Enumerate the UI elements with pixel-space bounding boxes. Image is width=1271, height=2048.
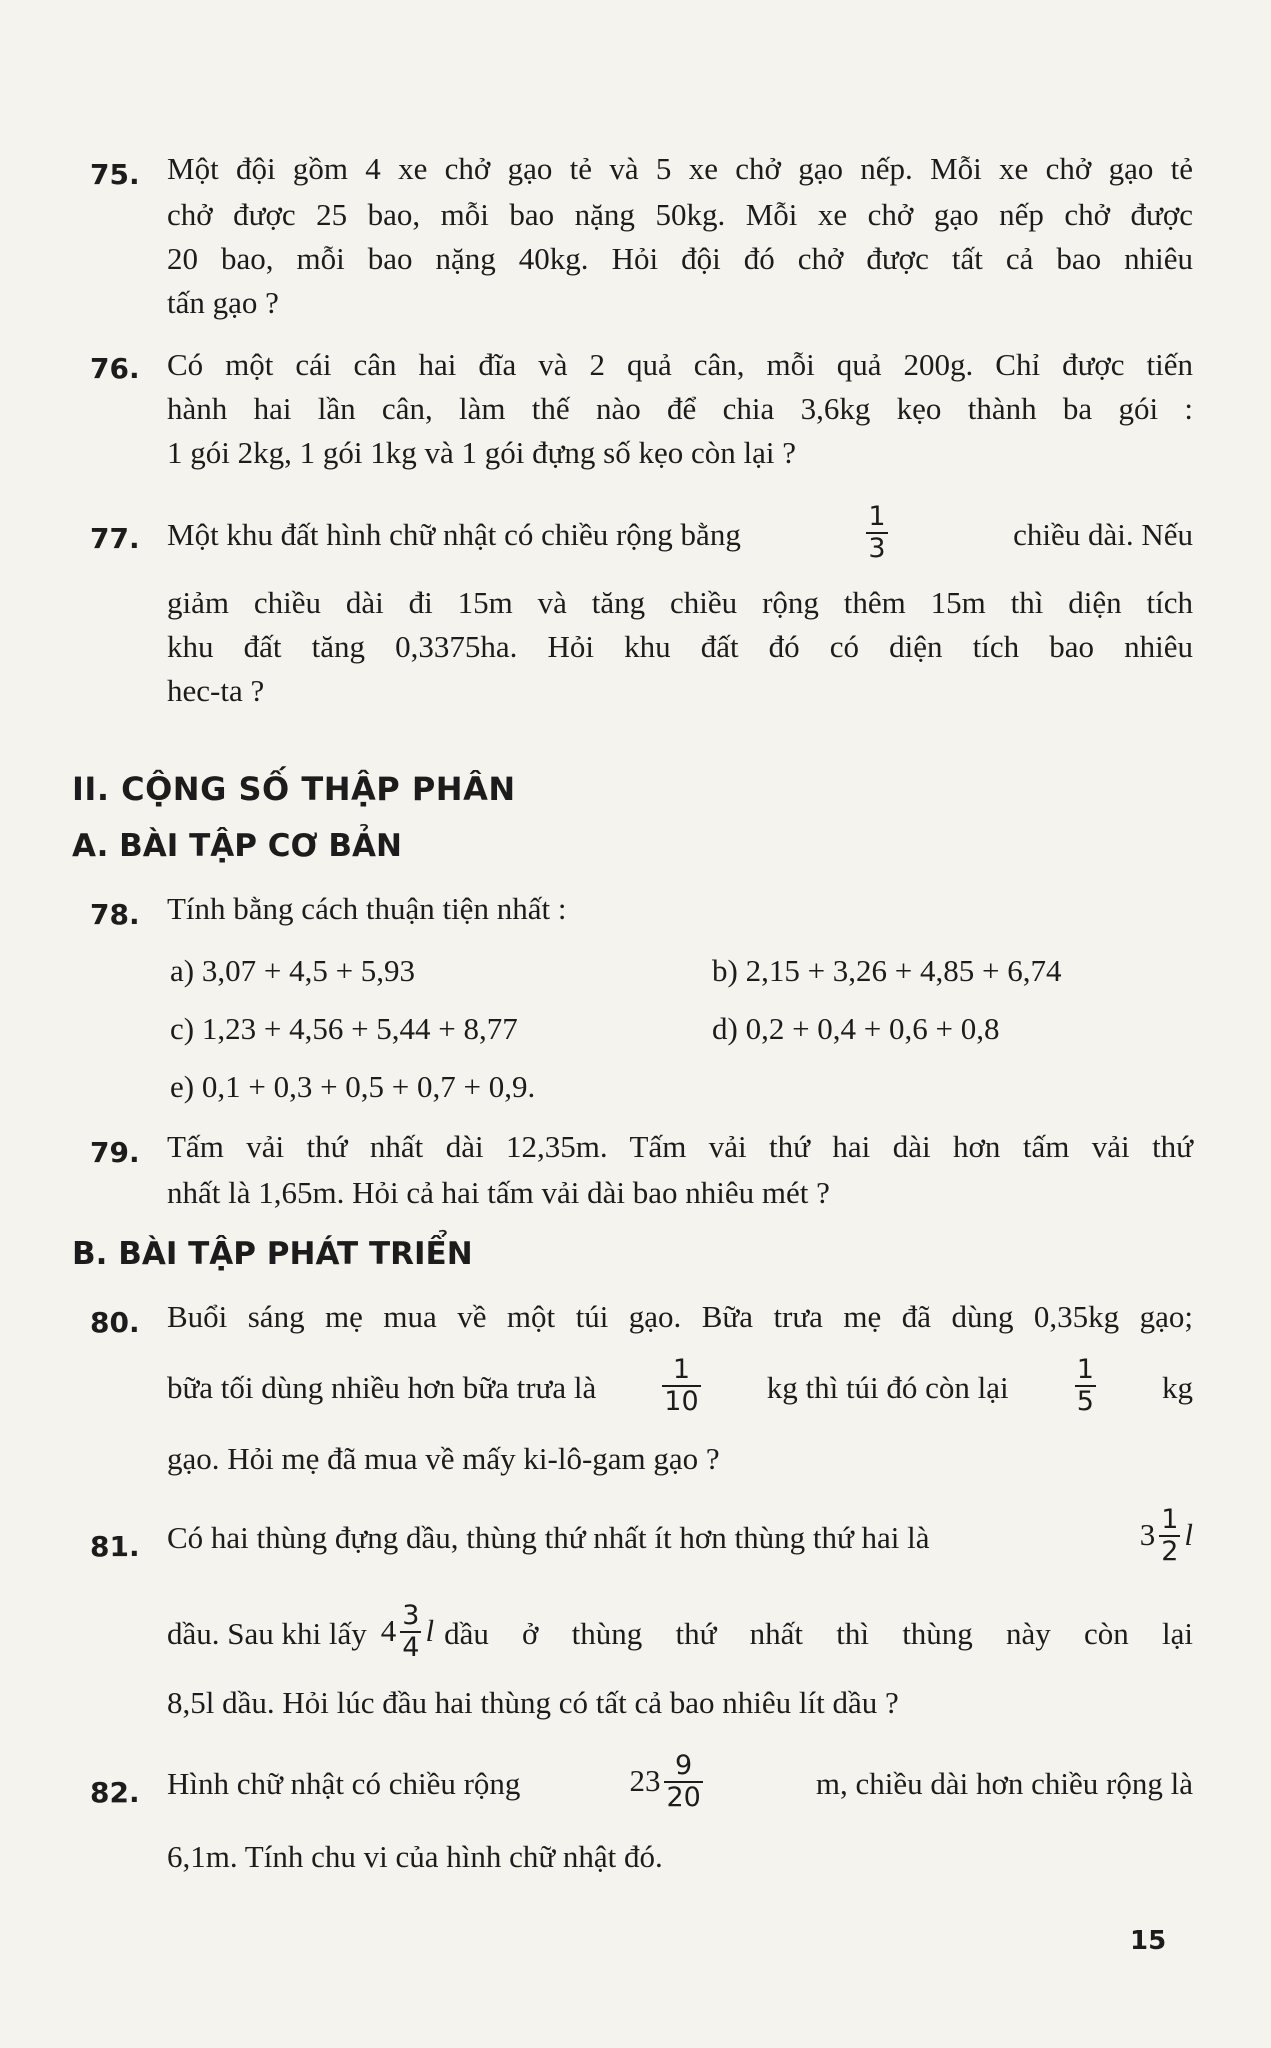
problem-81-number: 81. <box>90 1530 140 1563</box>
problem-78-prompt: Tính bằng cách thuận tiện nhất : <box>167 891 567 926</box>
fraction-1-3: $\frac{1}{3}$ <box>868 501 886 564</box>
problem-82-number: 82. <box>90 1776 140 1809</box>
problem-77-line-4: hec-ta ? <box>167 673 265 708</box>
problem-77-line-3: khu đất tăng 0,3375ha. Hỏi khu đất đó có diện tích bao nhiêu <box>167 629 1193 664</box>
problem-80-number: 80. <box>90 1306 140 1339</box>
problem-77-line-1-b: chiều dài. Nếu <box>1013 517 1193 552</box>
mixed-number-23-9-20: 23 $\frac{9}{20}$ <box>629 1750 701 1813</box>
problem-76-number: 76. <box>90 352 140 385</box>
section-title: II. CỘNG SỐ THẬP PHÂN <box>72 770 516 808</box>
fraction-1-5: $\frac{1}{5}$ <box>1076 1354 1094 1417</box>
problem-80-line-2: bữa tối dùng nhiều hơn bữa trưa là $\frac{1}{10}$ kg thì túi đó còn lại $\frac{1}{5}$ kg <box>167 1354 1193 1417</box>
problem-75-line-4: tấn gạo ? <box>167 285 279 320</box>
problem-77-line-2: giảm chiều dài đi 15m và tăng chiều rộng thêm 15m thì diện tích <box>167 585 1193 620</box>
problem-78-option-c: c) 1,23 + 4,56 + 5,44 + 8,77 <box>170 1011 518 1046</box>
problem-77-line-1 <box>167 497 1193 573</box>
mixed-number-3-1-2: 3 $\frac{1}{2}$ l <box>1139 1504 1193 1567</box>
problem-78-option-a: a) 3,07 + 4,5 + 5,93 <box>170 953 416 988</box>
mixed-number-4-3-4: 4 $\frac{3}{4}$ l <box>380 1600 435 1663</box>
problem-79-line-2: nhất là 1,65m. Hỏi cả hai tấm vải dài bao nhiêu mét ? <box>167 1175 830 1210</box>
problem-79-line-1: Tấm vải thứ nhất dài 12,35m. Tấm vải thứ hai dài hơn tấm vải thứ <box>167 1129 1193 1164</box>
problem-78-option-d: d) 0,2 + 0,4 + 0,6 + 0,8 <box>712 1011 1000 1046</box>
problem-82-line-2: 6,1m. Tính chu vi của hình chữ nhật đó. <box>167 1839 663 1874</box>
problem-77-number: 77. <box>90 522 140 555</box>
subsection-a-title: A. BÀI TẬP CƠ BẢN <box>72 828 402 864</box>
problem-78-number: 78. <box>90 898 140 931</box>
problem-75-line-1: Một đội gồm 4 xe chở gạo tẻ và 5 xe chở gạo nếp. Mỗi xe chở gạo tẻ <box>167 151 1193 186</box>
problem-81-line-3: 8,5l dầu. Hỏi lúc đầu hai thùng có tất cả bao nhiêu lít dầu ? <box>167 1685 899 1720</box>
problem-81-line-2: dầu. Sau khi lấy 4 $\frac{3}{4}$ l dầu ở thùng thứ nhất thì thùng này còn lại <box>167 1600 1193 1663</box>
problem-78-option-b: b) 2,15 + 3,26 + 4,85 + 6,74 <box>712 953 1062 988</box>
problem-82-line-1: Hình chữ nhật có chiều rộng 23 $\frac{9}{20}$ m, chiều dài hơn chiều rộng là <box>167 1750 1193 1813</box>
problem-76-line-1: Có một cái cân hai đĩa và 2 quả cân, mỗi quả 200g. Chỉ được tiến <box>167 347 1193 382</box>
page-number: 15 <box>1130 1926 1167 1956</box>
problem-80-line-3: gạo. Hỏi mẹ đã mua về mấy ki-lô-gam gạo ? <box>167 1441 720 1476</box>
problem-75-line-3: 20 bao, mỗi bao nặng 40kg. Hỏi đội đó chở được tất cả bao nhiêu <box>167 241 1193 276</box>
problem-77-line-1-a: Một khu đất hình chữ nhật có chiều rộng bằng <box>167 517 741 552</box>
problem-75-line-2: chở được 25 bao, mỗi bao nặng 50kg. Mỗi xe chở gạo nếp chở được <box>167 197 1193 232</box>
problem-78-option-e: e) 0,1 + 0,3 + 0,5 + 0,7 + 0,9. <box>170 1069 536 1104</box>
problem-79-number: 79. <box>90 1136 140 1169</box>
problem-75-number: 75. <box>90 158 140 191</box>
problem-76-line-3: 1 gói 2kg, 1 gói 1kg và 1 gói đựng số kẹo còn lại ? <box>167 435 796 470</box>
problem-81-line-1: Có hai thùng đựng dầu, thùng thứ nhất ít hơn thùng thứ hai là 3 $\frac{1}{2}$ l <box>167 1504 1193 1567</box>
problem-80-line-1: Buổi sáng mẹ mua về một túi gạo. Bữa trưa mẹ đã dùng 0,35kg gạo; <box>167 1299 1193 1334</box>
subsection-b-title: B. BÀI TẬP PHÁT TRIỂN <box>72 1236 473 1272</box>
problem-76-line-2: hành hai lần cân, làm thế nào để chia 3,6kg kẹo thành ba gói : <box>167 391 1193 426</box>
fraction-1-10: $\frac{1}{10}$ <box>664 1354 699 1417</box>
